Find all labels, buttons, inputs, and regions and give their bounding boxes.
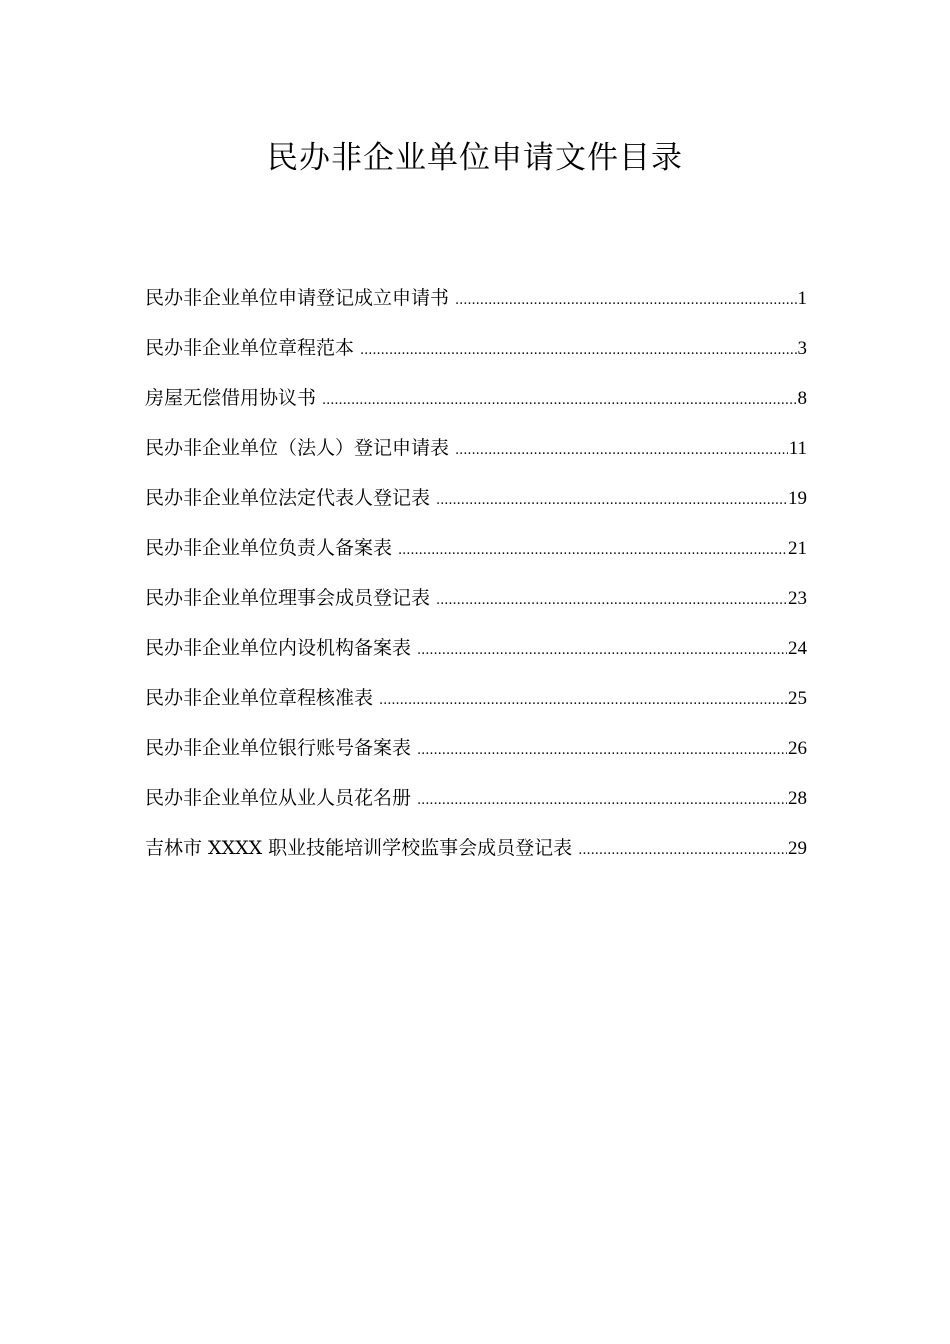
toc-dot-leader bbox=[455, 283, 796, 319]
toc-entry[interactable] bbox=[145, 430, 807, 480]
toc-entry-label: 民办非企业单位章程范本 bbox=[145, 337, 355, 359]
page-title: 民办非企业单位申请文件目录 bbox=[267, 140, 683, 176]
toc-page-number: 3 bbox=[797, 338, 807, 359]
toc-entry[interactable] bbox=[145, 380, 807, 430]
toc-dot-leader bbox=[379, 683, 787, 719]
toc-entry-label: 吉林市 XXXX 职业技能培训学校监事会成员登记表 bbox=[145, 837, 573, 859]
toc-entry[interactable] bbox=[145, 680, 807, 730]
toc-dot-leader bbox=[417, 783, 787, 819]
toc-entry-label: 民办非企业单位章程核准表 bbox=[145, 687, 374, 709]
toc-page-number: 19 bbox=[788, 488, 807, 509]
toc-entry-label: 民办非企业单位负责人备案表 bbox=[145, 537, 393, 559]
toc-entry[interactable] bbox=[145, 730, 807, 780]
toc-page-number: 24 bbox=[788, 638, 807, 659]
toc-entry[interactable] bbox=[145, 530, 807, 580]
toc-dot-leader bbox=[417, 733, 787, 769]
toc-page-number: 29 bbox=[788, 838, 807, 859]
toc-entry[interactable] bbox=[145, 480, 807, 530]
toc-entry[interactable] bbox=[145, 580, 807, 630]
toc-dot-leader bbox=[360, 333, 796, 369]
toc-dot-leader bbox=[436, 583, 787, 619]
toc-entry[interactable] bbox=[145, 630, 807, 680]
table-of-contents bbox=[145, 280, 807, 880]
toc-dot-leader bbox=[436, 483, 787, 519]
toc-page-number: 28 bbox=[788, 788, 807, 809]
toc-entry[interactable] bbox=[145, 330, 807, 380]
toc-entry[interactable] bbox=[145, 830, 807, 880]
toc-dot-leader bbox=[578, 833, 787, 869]
toc-entry-label: 民办非企业单位银行账号备案表 bbox=[145, 737, 412, 759]
toc-entry-label: 民办非企业单位（法人）登记申请表 bbox=[145, 437, 450, 459]
toc-entry-label: 民办非企业单位内设机构备案表 bbox=[145, 637, 412, 659]
toc-dot-leader bbox=[455, 433, 788, 469]
toc-page-number: 11 bbox=[788, 438, 807, 459]
toc-page-number: 8 bbox=[797, 388, 807, 409]
toc-entry[interactable] bbox=[145, 280, 807, 330]
toc-dot-leader bbox=[398, 533, 787, 569]
toc-dot-leader bbox=[322, 383, 796, 419]
toc-entry-label: 民办非企业单位申请登记成立申请书 bbox=[145, 287, 450, 309]
toc-entry[interactable] bbox=[145, 780, 807, 830]
toc-entry-label: 民办非企业单位法定代表人登记表 bbox=[145, 487, 431, 509]
toc-entry-label: 民办非企业单位理事会成员登记表 bbox=[145, 587, 431, 609]
toc-page-number: 1 bbox=[797, 288, 807, 309]
toc-page-number: 25 bbox=[788, 688, 807, 709]
toc-entry-label: 房屋无偿借用协议书 bbox=[145, 387, 317, 409]
toc-page-number: 26 bbox=[788, 738, 807, 759]
toc-page-number: 23 bbox=[788, 588, 807, 609]
toc-entry-label: 民办非企业单位从业人员花名册 bbox=[145, 787, 412, 809]
toc-page-number: 21 bbox=[788, 538, 807, 559]
toc-dot-leader bbox=[417, 633, 787, 669]
